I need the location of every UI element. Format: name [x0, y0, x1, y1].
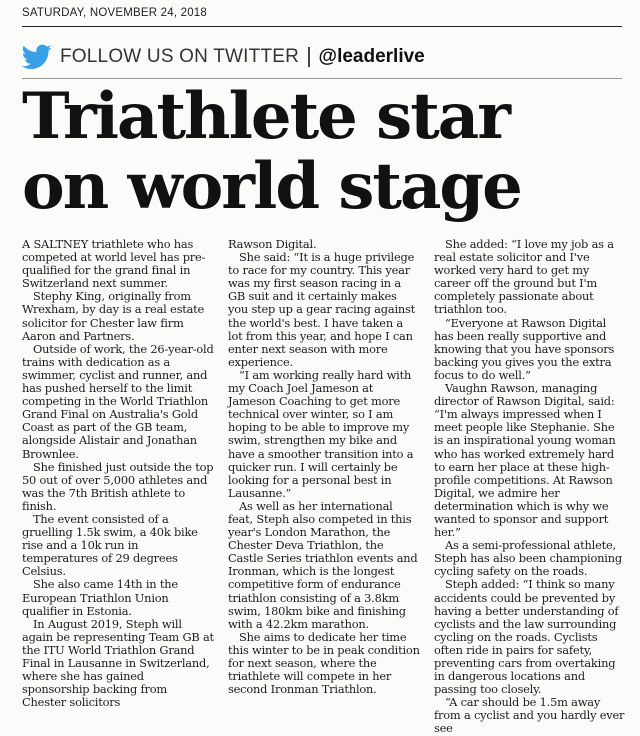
- paragraph: She said: “It is a huge privilege to race for my country. This year was my first season racing in a GB suit and it certainly makes you step up a gear racing against the world's best. I have taken a lot from this year, and hope I can enter next season with more experience.: [228, 250, 416, 369]
- paragraph: Outside of work, the 26-year-old trains with dedication as a swimmer, cyclist and runner, and has pushed herself to the limit competing in the World Triathlon Grand Final on Australia's Gold Coast as part of the GB team, alongside Alistair and Jonathan Brownlee.: [22, 341, 214, 461]
- follow-us-text: FOLLOW US ON TWITTER: [60, 46, 300, 67]
- article-column-1: [22, 237, 214, 710]
- paragraph: As a semi-professional athlete, Steph has also been championing cycling safety on the roads.: [434, 538, 622, 579]
- paragraph: In August 2019, Steph will again be representing Team GB at the ITU World Triathlon Grand Final in Lausanne in Switzerland, where she has gained sponsorship backing from Chester solicitors: [22, 616, 214, 710]
- paragraph: She finished just outside the top 50 out of over 5,000 athletes and was the 7th British athlete to finish.: [22, 459, 214, 513]
- headline-line-1: Triathlete star: [22, 79, 509, 154]
- paragraph: Stephy King, originally from Wrexham, by day is a real estate solicitor for Chester law firm Aaron and Partners.: [22, 289, 205, 343]
- paragraph: “I am working really hard with my Coach Joel Jameson at Jameson Coaching to get more technical over winter, so I am hoping to be able to improve my swim, strengthen my bike and have a smoother transition into a quicker run. I will certainly be looking for a personal best in Lausanne.”: [228, 367, 414, 500]
- headline-line-2: on world stage: [22, 149, 521, 224]
- twitter-promo-bar[interactable]: [22, 44, 425, 70]
- dateline: SATURDAY, NOVEMBER 24, 2018: [22, 7, 207, 19]
- paragraph: As well as her international feat, Steph also competed in this year's London Marathon, the Chester Deva Triathlon, the Castle Series triathlon events and Ironman, which is the longest competitive form of endurance triathlon consisting of a 3.8km swim, 180km bike and finishing with a 42.2km marathon.: [228, 498, 418, 631]
- paragraph: She added: “I love my job as a real estate solicitor and I've worked very hard to get my career off the ground but I'm completely passionate about triathlon too.: [434, 237, 614, 317]
- headline: [22, 79, 632, 224]
- separator-bar: [308, 47, 310, 67]
- paragraph: Rawson Digital.: [228, 237, 317, 251]
- article-column-2: [228, 237, 420, 697]
- twitter-bird-icon: [22, 44, 52, 70]
- paragraph: She also came 14th in the European Triathlon Union qualifier in Estonia.: [22, 577, 178, 618]
- paragraph: Vaughn Rawson, managing director of Rawson Digital, said: “I'm always impressed when I meet people like Stephanie. She is an inspirational young woman who has worked extremely hard to earn her place at these high-profile competitions. At Rawson Digital, we admire her determination which is why we wanted to sponsor and support her.”: [434, 381, 616, 540]
- article-body: [22, 237, 626, 736]
- article-column-3: [434, 237, 626, 736]
- paragraph: The event consisted of a gruelling 1.5k swim, a 40k bike rise and a 10k run in temperatures of 29 degrees Celsius.: [22, 511, 198, 579]
- paragraph: Steph added: “I think so many accidents could be prevented by having a better understanding of cyclists and the law surrounding cycling on the roads. Cyclists often ride in pairs for safety, preventing cars from overtaking in dangerous locations and passing too closely.: [434, 577, 619, 697]
- paragraph: “Everyone at Rawson Digital has been really supportive and knowing that you have sponsors backing you gives you the extra focus to do well.”: [434, 315, 615, 382]
- paragraph: She aims to dedicate her time this winter to be in peak condition for next season, where the triathlete will compete in her second Ironman Triathlon.: [228, 629, 420, 697]
- paragraph: “A car should be 1.5m away from a cyclist and you hardly ever see: [434, 695, 625, 736]
- top-rule: [22, 26, 622, 27]
- twitter-handle[interactable]: @leaderlive: [318, 46, 425, 67]
- paragraph: A SALTNEY triathlete who has competed at world level has pre-qualified for the grand final in Switzerland next summer.: [22, 237, 206, 291]
